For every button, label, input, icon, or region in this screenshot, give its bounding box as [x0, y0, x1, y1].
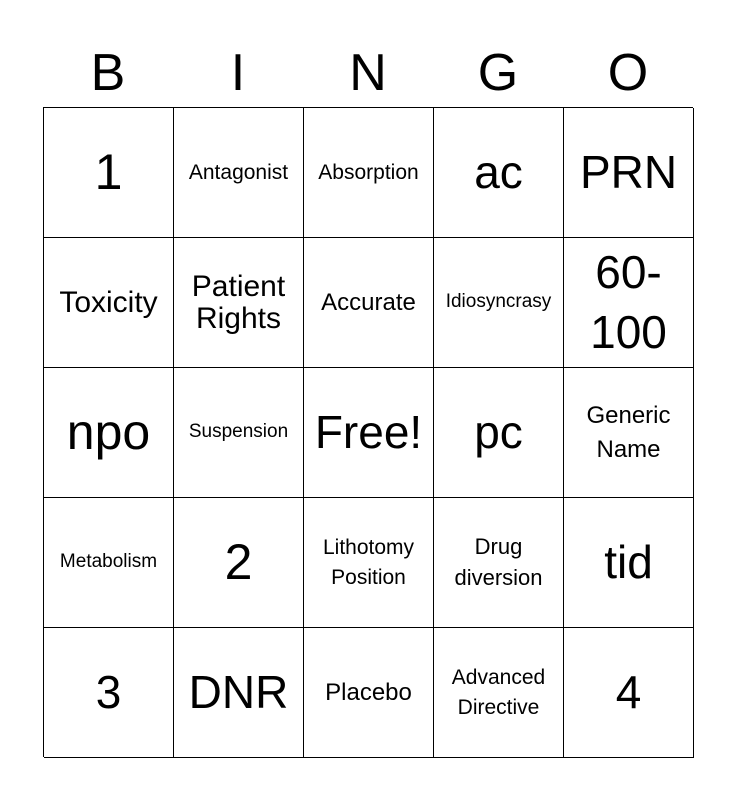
bingo-cell[interactable] [434, 498, 564, 628]
header-letter-o: O [607, 44, 649, 102]
bingo-cell[interactable] [434, 108, 564, 238]
bingo-cell[interactable] [44, 628, 174, 758]
bingo-cell[interactable] [564, 628, 694, 758]
cell-text: PRN [579, 146, 678, 199]
bingo-cell[interactable] [44, 368, 174, 498]
cell-text: Lithotomy Position [322, 536, 415, 589]
bingo-cell[interactable] [44, 238, 174, 368]
bingo-board [43, 107, 693, 757]
bingo-cell[interactable] [564, 108, 694, 238]
cell-text: 3 [95, 666, 122, 719]
bingo-cell[interactable] [44, 498, 174, 628]
cell-text: Accurate [321, 288, 416, 316]
cell-text: 60-100 [590, 245, 667, 358]
bingo-cell[interactable] [44, 108, 174, 238]
bingo-cell[interactable] [174, 368, 304, 498]
cell-text: pc [474, 406, 523, 459]
cell-text: Advanced Directive [451, 666, 546, 719]
cell-text: Placebo [325, 678, 412, 706]
cell-text: DNR [188, 666, 289, 719]
bingo-cell[interactable] [174, 628, 304, 758]
header-letter-g: G [477, 44, 519, 102]
header-letter-n: N [349, 44, 387, 102]
cell-text: Antagonist [188, 160, 289, 184]
cell-text: Absorption [318, 160, 419, 184]
cell-text: Free! [314, 406, 423, 459]
cell-text: 4 [615, 666, 642, 719]
bingo-cell[interactable] [304, 238, 434, 368]
bingo-cell[interactable] [174, 238, 304, 368]
bingo-cell[interactable] [304, 108, 434, 238]
header-letter-b: B [90, 44, 126, 102]
bingo-cell[interactable] [564, 238, 694, 368]
cell-text: 2 [224, 534, 253, 590]
cell-text: tid [604, 536, 653, 589]
bingo-cell[interactable] [434, 238, 564, 368]
cell-text: Generic Name [586, 401, 671, 463]
cell-text: Drug diversion [454, 533, 543, 590]
cell-text: npo [66, 404, 151, 460]
bingo-cell[interactable] [564, 368, 694, 498]
cell-text: Patient Rights [191, 270, 286, 335]
bingo-cell[interactable] [434, 368, 564, 498]
bingo-cell[interactable] [304, 498, 434, 628]
cell-text: 1 [94, 144, 123, 200]
header-letter-i: I [230, 44, 246, 102]
bingo-header [43, 40, 693, 106]
bingo-cell[interactable] [174, 498, 304, 628]
cell-text: Metabolism [59, 551, 158, 573]
cell-text: Toxicity [59, 285, 158, 319]
cell-text: Suspension [188, 421, 289, 443]
cell-text: ac [474, 146, 523, 199]
bingo-cell[interactable] [304, 368, 434, 498]
bingo-cell[interactable] [434, 628, 564, 758]
bingo-cell[interactable] [304, 628, 434, 758]
bingo-cell[interactable] [564, 498, 694, 628]
bingo-cell[interactable] [174, 108, 304, 238]
cell-text: Idiosyncrasy [445, 291, 552, 313]
